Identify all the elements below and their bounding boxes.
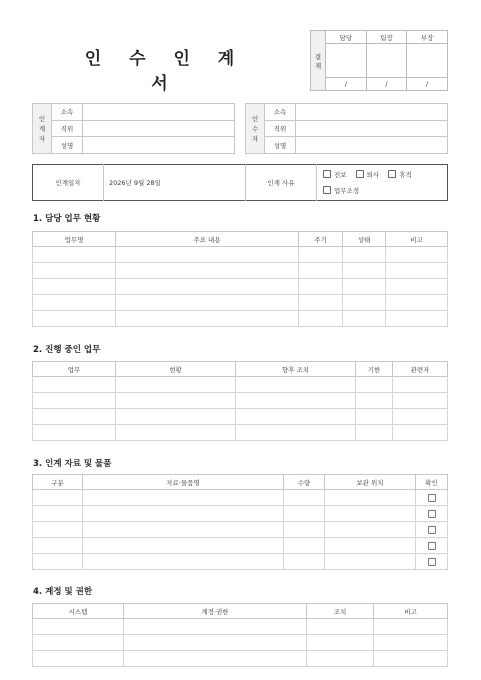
confirm-cell bbox=[416, 554, 448, 570]
approval-sign-team-lead[interactable] bbox=[366, 44, 407, 78]
column-header: 수량 bbox=[284, 475, 325, 490]
approval-sign-staff[interactable] bbox=[326, 44, 367, 78]
from-position-label: 직위 bbox=[52, 120, 83, 137]
from-position-field[interactable] bbox=[83, 120, 235, 137]
table-cell[interactable] bbox=[343, 279, 386, 295]
table-cell[interactable] bbox=[116, 377, 236, 393]
table-cell[interactable] bbox=[33, 409, 116, 425]
approval-sign-manager[interactable] bbox=[407, 44, 448, 78]
column-header: 확인 bbox=[416, 475, 448, 490]
duties-table bbox=[32, 231, 448, 327]
table-cell[interactable] bbox=[116, 409, 236, 425]
table-cell[interactable] bbox=[83, 522, 284, 538]
table-cell[interactable] bbox=[284, 554, 325, 570]
table-cell[interactable] bbox=[124, 619, 307, 635]
checkbox-icon[interactable] bbox=[388, 170, 396, 178]
from-name-label: 성명 bbox=[52, 137, 83, 154]
checkbox-icon[interactable] bbox=[428, 558, 436, 566]
table-cell[interactable] bbox=[33, 506, 83, 522]
table-row bbox=[33, 425, 448, 441]
column-header: 비고 bbox=[374, 604, 448, 619]
table-cell[interactable] bbox=[33, 263, 116, 279]
column-header: 보관 위치 bbox=[325, 475, 416, 490]
table-cell[interactable] bbox=[284, 490, 325, 506]
table-cell[interactable] bbox=[284, 538, 325, 554]
from-dept-field[interactable] bbox=[83, 104, 235, 121]
table-cell[interactable] bbox=[343, 247, 386, 263]
table-cell[interactable] bbox=[386, 263, 448, 279]
column-header: 조치 bbox=[307, 604, 374, 619]
handover-info-box bbox=[32, 164, 448, 201]
table-cell[interactable] bbox=[386, 279, 448, 295]
column-header: 자료·물품명 bbox=[83, 475, 284, 490]
table-cell[interactable] bbox=[33, 538, 83, 554]
table-row bbox=[33, 279, 448, 295]
materials-table bbox=[32, 474, 448, 570]
table-cell[interactable] bbox=[307, 635, 374, 651]
table-row bbox=[33, 635, 448, 651]
table-cell[interactable] bbox=[386, 295, 448, 311]
table-row bbox=[33, 619, 448, 635]
table-header-row bbox=[33, 362, 448, 377]
table-row bbox=[33, 522, 448, 538]
column-header: 구분 bbox=[33, 475, 83, 490]
table-cell[interactable] bbox=[325, 554, 416, 570]
table-cell[interactable] bbox=[307, 619, 374, 635]
table-cell[interactable] bbox=[299, 311, 343, 327]
handover-reason-label: 인계 사유 bbox=[246, 165, 317, 201]
column-header: 주요 내용 bbox=[116, 232, 299, 247]
table-cell[interactable] bbox=[299, 263, 343, 279]
table-cell[interactable] bbox=[83, 490, 284, 506]
column-header: 기한 bbox=[356, 362, 393, 377]
handover-date-value[interactable]: 2026년 9월 28일 bbox=[104, 165, 246, 201]
table-cell[interactable] bbox=[33, 295, 116, 311]
to-dept-label: 소속 bbox=[265, 104, 296, 121]
table-header-row bbox=[33, 232, 448, 247]
table-cell[interactable] bbox=[236, 409, 356, 425]
table-cell[interactable] bbox=[236, 393, 356, 409]
checkbox-icon[interactable] bbox=[356, 170, 364, 178]
column-header: 비고 bbox=[386, 232, 448, 247]
approval-date-manager[interactable]: / bbox=[407, 78, 448, 91]
table-cell[interactable] bbox=[374, 635, 448, 651]
table-cell[interactable] bbox=[116, 425, 236, 441]
table-cell[interactable] bbox=[325, 490, 416, 506]
table-cell[interactable] bbox=[284, 506, 325, 522]
table-cell[interactable] bbox=[236, 425, 356, 441]
checkbox-icon[interactable] bbox=[323, 186, 331, 194]
table-header-row bbox=[33, 604, 448, 619]
column-header: 상태 bbox=[343, 232, 386, 247]
table-cell[interactable] bbox=[33, 554, 83, 570]
table-cell[interactable] bbox=[393, 377, 448, 393]
table-header-row bbox=[33, 475, 448, 490]
table-cell[interactable] bbox=[374, 651, 448, 667]
table-row bbox=[33, 490, 448, 506]
table-cell[interactable] bbox=[307, 651, 374, 667]
handover-date-label: 인계일자 bbox=[33, 165, 104, 201]
column-header: 시스템 bbox=[33, 604, 124, 619]
table-cell[interactable] bbox=[83, 538, 284, 554]
approval-label: 결 재 bbox=[311, 31, 326, 91]
table-cell[interactable] bbox=[299, 279, 343, 295]
to-position-field[interactable] bbox=[296, 120, 448, 137]
column-header: 업무 bbox=[33, 362, 116, 377]
table-cell[interactable] bbox=[116, 263, 299, 279]
table-cell[interactable] bbox=[356, 393, 393, 409]
section-4-heading: 4. 계정 및 권한 bbox=[33, 587, 93, 597]
table-cell[interactable] bbox=[33, 522, 83, 538]
table-cell[interactable] bbox=[299, 295, 343, 311]
column-header: 현황 bbox=[116, 362, 236, 377]
table-cell[interactable] bbox=[299, 247, 343, 263]
approval-col-staff: 담당 bbox=[326, 31, 367, 44]
handover-to-box bbox=[245, 103, 448, 154]
checkbox-icon[interactable] bbox=[428, 510, 436, 518]
table-cell[interactable] bbox=[386, 247, 448, 263]
table-cell[interactable] bbox=[393, 393, 448, 409]
table-cell[interactable] bbox=[116, 311, 299, 327]
table-cell[interactable] bbox=[356, 425, 393, 441]
table-cell[interactable] bbox=[343, 295, 386, 311]
table-cell[interactable] bbox=[33, 619, 124, 635]
accounts-table bbox=[32, 603, 448, 667]
table-row bbox=[33, 554, 448, 570]
handover-from-label: 인 계 자 bbox=[33, 104, 52, 154]
from-dept-label: 소속 bbox=[52, 104, 83, 121]
table-row bbox=[33, 538, 448, 554]
table-row bbox=[33, 409, 448, 425]
document-title: 인 수 인 계 서 bbox=[84, 49, 246, 94]
from-name-field[interactable] bbox=[83, 137, 235, 154]
table-row bbox=[33, 295, 448, 311]
table-cell[interactable] bbox=[83, 554, 284, 570]
table-cell[interactable] bbox=[343, 263, 386, 279]
checkbox-icon[interactable] bbox=[323, 170, 331, 178]
table-cell[interactable] bbox=[116, 279, 299, 295]
table-row bbox=[33, 651, 448, 667]
table-cell[interactable] bbox=[33, 393, 116, 409]
handover-to-label: 인 수 자 bbox=[246, 104, 265, 154]
table-cell[interactable] bbox=[116, 295, 299, 311]
approval-date-staff[interactable]: / bbox=[326, 78, 367, 91]
table-cell[interactable] bbox=[124, 651, 307, 667]
table-cell[interactable] bbox=[33, 635, 124, 651]
table-row bbox=[33, 393, 448, 409]
table-cell[interactable] bbox=[33, 377, 116, 393]
confirm-cell bbox=[416, 522, 448, 538]
approval-box bbox=[310, 30, 448, 91]
approval-col-manager: 부장 bbox=[407, 31, 448, 44]
table-cell[interactable] bbox=[325, 522, 416, 538]
table-row bbox=[33, 263, 448, 279]
table-row bbox=[33, 377, 448, 393]
section-2-heading: 2. 진행 중인 업무 bbox=[33, 345, 101, 355]
checkbox-icon[interactable] bbox=[428, 542, 436, 550]
column-header: 계정·권한 bbox=[124, 604, 307, 619]
table-cell[interactable] bbox=[33, 651, 124, 667]
table-cell[interactable] bbox=[116, 393, 236, 409]
table-cell[interactable] bbox=[83, 506, 284, 522]
table-row bbox=[33, 247, 448, 263]
to-name-label: 성명 bbox=[265, 137, 296, 154]
approval-date-team-lead[interactable]: / bbox=[366, 78, 407, 91]
table-cell[interactable] bbox=[116, 247, 299, 263]
section-3-heading: 3. 인계 자료 및 물품 bbox=[33, 459, 112, 469]
table-cell[interactable] bbox=[393, 409, 448, 425]
table-cell[interactable] bbox=[33, 247, 116, 263]
confirm-cell bbox=[416, 538, 448, 554]
column-header: 업무명 bbox=[33, 232, 116, 247]
table-cell[interactable] bbox=[356, 377, 393, 393]
table-row bbox=[33, 311, 448, 327]
column-header: 향후 조치 bbox=[236, 362, 356, 377]
reason-leave-option[interactable]: 휴직 bbox=[388, 167, 412, 183]
to-dept-field[interactable] bbox=[296, 104, 448, 121]
confirm-cell bbox=[416, 490, 448, 506]
reason-resign-option[interactable]: 퇴사 bbox=[356, 167, 380, 183]
reason-reassign-option[interactable]: 업무조정 bbox=[323, 183, 359, 199]
table-cell[interactable] bbox=[284, 522, 325, 538]
confirm-cell bbox=[416, 506, 448, 522]
table-cell[interactable] bbox=[236, 377, 356, 393]
table-cell[interactable] bbox=[325, 506, 416, 522]
table-cell[interactable] bbox=[325, 538, 416, 554]
table-cell[interactable] bbox=[33, 425, 116, 441]
reason-transfer-option[interactable]: 전보 bbox=[323, 167, 347, 183]
table-cell[interactable] bbox=[356, 409, 393, 425]
table-cell[interactable] bbox=[33, 279, 116, 295]
handover-reason-options bbox=[317, 165, 448, 201]
table-cell[interactable] bbox=[33, 490, 83, 506]
checkbox-icon[interactable] bbox=[428, 526, 436, 534]
column-header: 관련자 bbox=[393, 362, 448, 377]
table-cell[interactable] bbox=[33, 311, 116, 327]
to-position-label: 직위 bbox=[265, 120, 296, 137]
column-header: 주기 bbox=[299, 232, 343, 247]
handover-from-box bbox=[32, 103, 235, 154]
table-cell[interactable] bbox=[393, 425, 448, 441]
to-name-field[interactable] bbox=[296, 137, 448, 154]
table-cell[interactable] bbox=[374, 619, 448, 635]
checkbox-icon[interactable] bbox=[428, 494, 436, 502]
table-cell[interactable] bbox=[124, 635, 307, 651]
section-1-heading: 1. 담당 업무 현황 bbox=[33, 214, 101, 224]
table-row bbox=[33, 506, 448, 522]
table-cell[interactable] bbox=[386, 311, 448, 327]
ongoing-tasks-table bbox=[32, 361, 448, 441]
table-cell[interactable] bbox=[343, 311, 386, 327]
approval-col-team-lead: 팀장 bbox=[366, 31, 407, 44]
